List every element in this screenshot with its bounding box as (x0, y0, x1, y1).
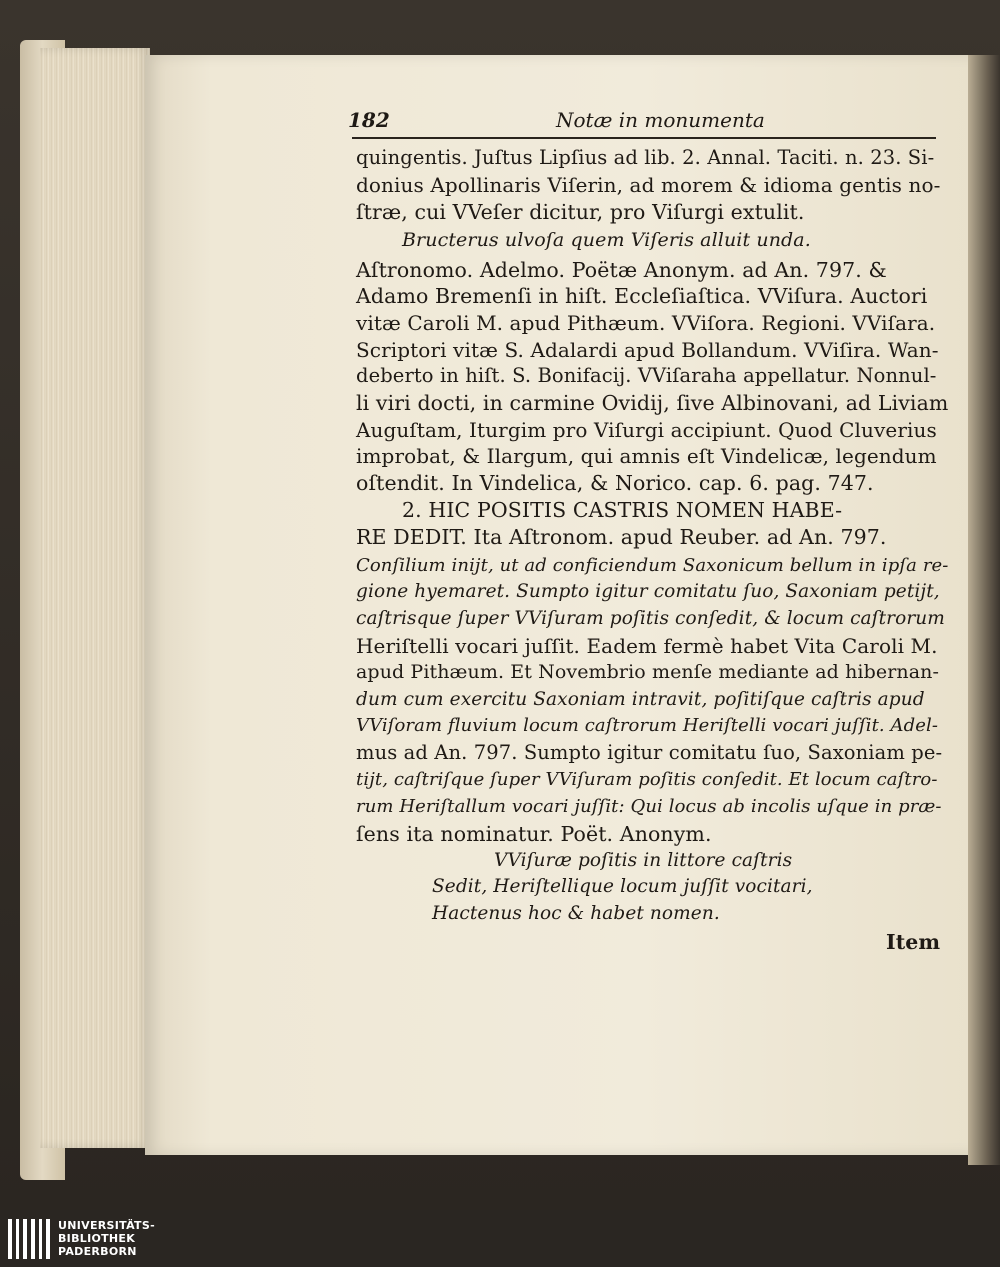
page-number: 182 (348, 108, 390, 132)
body-line: improbat, & Ilargum, qui amnis eſt Vindelicæ, legendum (356, 444, 937, 468)
catchword: Item (886, 930, 941, 954)
verse-line: VViſuræ poſitis in littore caſtris (494, 850, 793, 871)
body-line: ſtræ, cui VVeſer dicitur, pro Viſurgi extulit. (356, 200, 805, 224)
body-line: oſtendit. In Vindelica, & Norico. cap. 6. pag. 747. (356, 471, 874, 495)
body-line: apud Pithæum. Et Novembrio menſe mediante ad hibernan- (356, 661, 940, 683)
body-line: mus ad An. 797. Sumpto igitur comitatu ſuo, Saxoniam pe- (356, 741, 943, 764)
body-line: donius Apollinaris Viſerin, ad morem & idioma gentis no- (356, 173, 941, 197)
body-line: caſtrisque ſuper VViſuram poſitis conſedit, & locum caſtrorum (356, 608, 945, 629)
body-line: Conſilium inijt, ut ad conficiendum Saxonicum bellum in ipſa re- (356, 555, 949, 576)
logo-line-1: UNIVERSITÄTS- (58, 1219, 155, 1232)
verse-line: Hactenus hoc & habet nomen. (432, 903, 720, 924)
body-line: deberto in hiſt. S. Bonifacij. VViſaraha appellatur. Nonnul- (356, 364, 937, 387)
body-line: gione hyemaret. Sumpto igitur comitatu ſuo, Saxoniam petijt, (356, 581, 940, 602)
body-line: tijt, caſtriſque ſuper VViſuram poſitis conſedit. Et locum caſtro- (356, 769, 938, 790)
body-line: Heriſtelli vocari juſſit. Eadem fermè habet Vita Caroli M. (356, 634, 938, 658)
verse-line: Sedit, Heriſtellique locum juſſit vocitari, (432, 876, 813, 897)
body-line: Scriptori vitæ S. Adalardi apud Bollandum. VViſira. Wan- (356, 338, 939, 362)
body-line: Aſtronomo. Adelmo. Poëtæ Anonym. ad An. 797. & (356, 258, 887, 282)
page-edges (40, 48, 150, 1148)
running-head: Notæ in monumenta (556, 108, 765, 132)
library-logo-icon (8, 1219, 50, 1259)
library-footer (0, 1210, 1000, 1267)
header-rule (352, 137, 936, 139)
logo-line-2: BIBLIOTHEK (58, 1232, 136, 1245)
body-line: rum Heriſtallum vocari juſſit: Qui locus ab incolis uſque in præ- (356, 796, 942, 817)
body-line: li viri docti, in carmine Ovidij, ſive Albinovani, ad Liviam (356, 391, 949, 415)
body-line: quingentis. Juſtus Lipſius ad lib. 2. Annal. Taciti. n. 23. Si- (356, 146, 935, 169)
body-line: RE DEDIT. Ita Aſtronom. apud Reuber. ad An. 797. (356, 525, 887, 549)
body-line: Auguſtam, Iturgim pro Viſurgi accipiunt. Quod Cluverius (356, 418, 937, 442)
body-line: Bructerus ulvoſa quem Viſeris alluit unda. (402, 229, 811, 251)
body-line: ſens ita nominatur. Poët. Anonym. (356, 822, 712, 846)
spine-shadow (968, 55, 1000, 1165)
body-line: 2. HIC POSITIS CASTRIS NOMEN HABE- (402, 498, 843, 522)
body-line: Adamo Bremenſi in hiſt. Eccleſiaſtica. VViſura. Auctori (356, 284, 928, 308)
body-line: dum cum exercitu Saxoniam intravit, poſitiſque caſtris apud (356, 689, 925, 710)
body-line: VViſoram fluvium locum caſtrorum Heriſtelli vocari juſſit. Adel- (356, 715, 939, 736)
logo-line-3: PADERBORN (58, 1245, 137, 1258)
body-line: vitæ Caroli M. apud Pithæum. VViſora. Regioni. VViſara. (356, 311, 936, 335)
